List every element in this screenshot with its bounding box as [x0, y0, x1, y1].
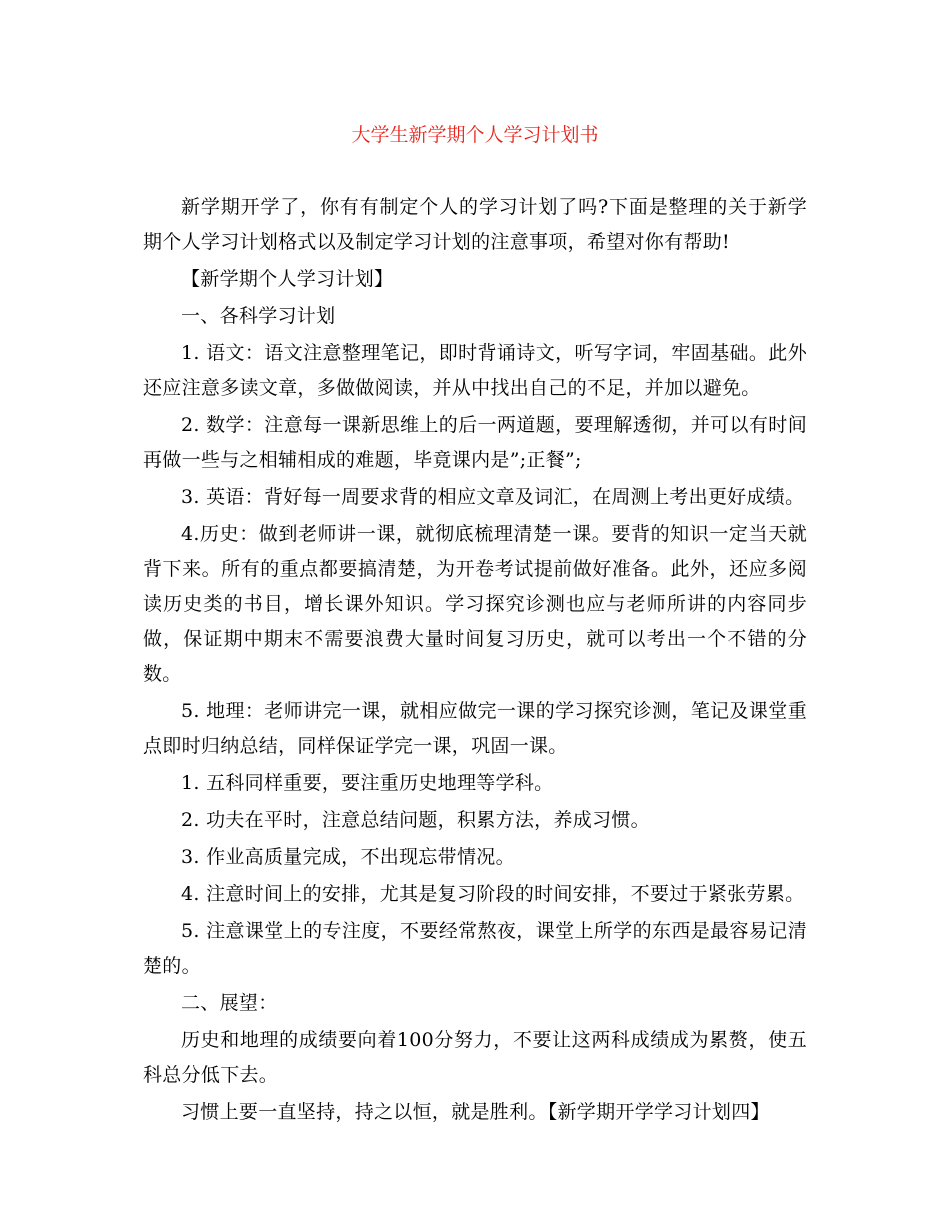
tip-item-3: 3. 作业高质量完成，不出现忘带情况。 — [181, 846, 515, 868]
tip-item-2: 2. 功夫在平时，注意总结问题，积累方法，养成习惯。 — [181, 809, 650, 831]
section-heading-outlook: 二、展望： — [181, 992, 278, 1014]
tip-item-5: 5. 注意课堂上的专注度，不要经常熬夜，课堂上所学的东西是最容易记清楚的。 — [143, 920, 807, 977]
tip-item-4: 4. 注意时间上的安排，尤其是复习阶段的时间安排，不要过于紧张劳累。 — [181, 883, 805, 905]
history-plan: 4.历史：做到老师讲一课，就彻底梳理清楚一课。要背的知识一定当天就背下来。所有的重点都要搞清楚，为开卷考试提前做好准备。此外，还应多阅读历史类的书目，增长课外知识。学习探究诊测也应与老师所讲的内容同步做，保证期中期末不需要浪费大量时间复习历史，就可以考出一个不错的分数。 — [143, 523, 807, 685]
tip-item-1: 1. 五科同样重要，要注重历史地理等学科。 — [181, 772, 554, 794]
chinese-plan: 1. 语文：语文注意整理笔记，即时背诵诗文，听写字词，牢固基础。此外还应注意多读文章，多做做阅读，并从中找出自己的不足，并加以避免。 — [143, 342, 807, 399]
section-heading-subjects: 一、各科学习计划 — [181, 305, 336, 327]
geography-plan: 5. 地理：老师讲完一课，就相应做完一课的学习探究诊测，笔记及课堂重点即时归纳总结，同样保证学完一课，巩固一课。 — [143, 700, 807, 757]
english-plan: 3. 英语：背好每一周要求背的相应文章及词汇，在周测上考出更好成绩。 — [181, 486, 805, 508]
document-title: 大学生新学期个人学习计划书 — [351, 124, 599, 146]
outlook-paragraph-2: 习惯上要一直坚持，持之以恒，就是胜利。【新学期开学学习计划四】 — [181, 1101, 770, 1123]
section-heading-plan: 【新学期个人学习计划】 — [181, 268, 394, 290]
intro-paragraph: 新学期开学了，你有有制定个人的学习计划了吗?下面是整理的关于新学期个人学习计划格式以及制定学习计划的注意事项，希望对你有帮助! — [143, 196, 807, 253]
document-body — [143, 190, 807, 1132]
math-plan: 2. 数学：注意每一课新思维上的后一两道题，要理解透彻，并可以有时间再做一些与之相辅相成的难题，毕竟课内是”;正餐”; — [143, 414, 807, 471]
outlook-paragraph-1: 历史和地理的成绩要向着100分努力，不要让这两科成绩成为累赘，使五科总分低下去。 — [143, 1029, 807, 1086]
